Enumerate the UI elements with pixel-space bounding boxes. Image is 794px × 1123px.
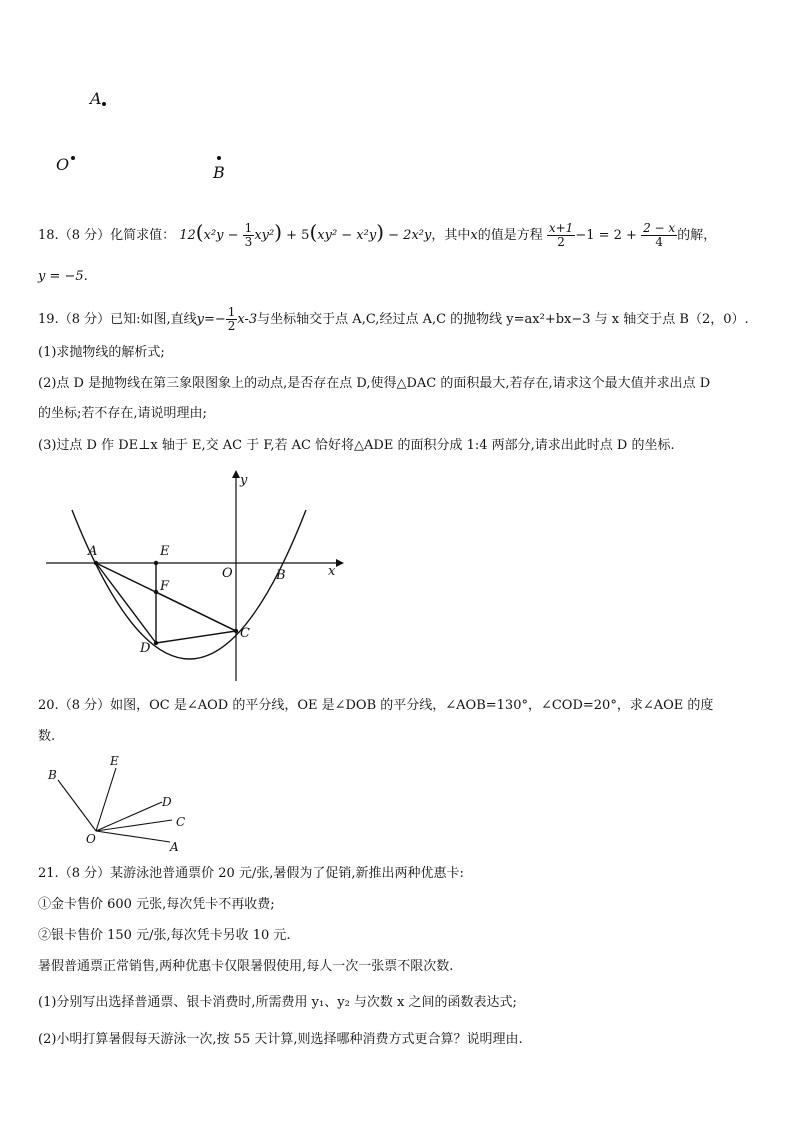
q18-mid: ，其中 xyxy=(431,228,471,243)
label-b: B xyxy=(213,163,225,182)
label-y: y xyxy=(240,473,248,488)
q18-frac1-num: 1 xyxy=(244,221,253,235)
q18-y-value: y = −5 xyxy=(38,269,84,284)
label-e: E xyxy=(110,754,119,768)
label-a: A xyxy=(88,544,98,559)
q21-item2: ②银卡售价 150 元/张,每次凭卡另收 10 元. xyxy=(38,928,291,943)
q18-frac1-den: 3 xyxy=(244,235,253,249)
label-d: D xyxy=(140,641,151,656)
label-f: F xyxy=(160,579,170,594)
q19-score: （8 分） xyxy=(58,312,111,327)
q18-frac2-den: 2 xyxy=(557,235,565,249)
q18-expr-inner2: xy² − x²y xyxy=(317,228,377,243)
q19-number: 19. xyxy=(38,312,59,327)
q18-lead: 化简求值： xyxy=(110,228,176,243)
question-21 xyxy=(38,865,464,883)
q21-item1: ①金卡售价 600 元张,每次凭卡不再收费; xyxy=(38,897,275,912)
q21-number: 21. xyxy=(38,866,59,881)
q18-tail: 的解， xyxy=(677,228,717,243)
q21-part2: (2)小明打算暑假每天游泳一次,按 55 天计算,则选择哪种消费方式更合算？说明理由. xyxy=(38,1032,523,1047)
q18-expr-part3: − 2x²y xyxy=(388,228,432,243)
q18-frac3-den: 4 xyxy=(655,235,663,249)
q20-number: 20. xyxy=(38,698,59,713)
q19-part2-line2: 的坐标;若不存在,请说明理由; xyxy=(38,406,207,421)
q19-x-rest: x-3 xyxy=(237,312,258,327)
q20-score: （8 分） xyxy=(58,698,111,713)
q18-number: 18. xyxy=(38,228,59,243)
q18-eq-mid: −1 = 2 + xyxy=(575,228,637,243)
q18-var-x: x xyxy=(470,228,478,243)
q19-part1: (1)求抛物线的解析式; xyxy=(38,345,165,360)
label-d: D xyxy=(162,795,172,809)
q18-expr-inner1: x²y − xyxy=(203,228,239,243)
label-o: O xyxy=(222,566,233,581)
ray-oe xyxy=(96,768,116,831)
q18-expr-part2: + 5 xyxy=(286,228,310,243)
q20-text-line1: 如图，OC 是∠AOD 的平分线，OE 是∠DOB 的平分线，∠AOB=130°，∠COD=20°，求∠AOE 的度 xyxy=(110,698,714,713)
label-o: O xyxy=(56,155,70,174)
label-c: C xyxy=(176,815,186,829)
ray-oa xyxy=(96,831,170,842)
q19-part2-line1: (2)点 D 是抛物线在第三象限图象上的动点,是否存在点 D,使得△DAC 的面积最大,若存在,请求这个最大值并求出点 D xyxy=(38,376,711,391)
label-b: B xyxy=(48,768,57,782)
q19-y-eq: y=− xyxy=(196,312,226,327)
q21-note: 暑假普通票正常销售,两种优惠卡仅限暑假使用,每人一次一张票不限次数. xyxy=(38,959,454,974)
label-x: x xyxy=(328,564,336,579)
q18-frac3-num: 2 − x xyxy=(643,221,676,235)
q18-mid2: 的值是方程 xyxy=(477,228,543,243)
q18-expr-part1: 12 xyxy=(179,228,196,243)
ray-ob xyxy=(58,780,96,831)
q19-frac-num: 1 xyxy=(227,305,236,319)
label-a: A xyxy=(170,840,179,854)
label-c: C xyxy=(240,626,250,641)
label-e: E xyxy=(160,544,170,559)
q19-frac-den: 2 xyxy=(227,319,236,333)
q19-rest: 与坐标轴交于点 A,C,经过点 A,C 的抛物线 y=ax²+bx−3 与 x 轴交于点 B（2，0）. xyxy=(257,312,749,327)
q21-part1: (1)分别写出选择普通票、银卡消费时,所需费用 y₁、y₂ 与次数 x 之间的函数表达式; xyxy=(38,995,517,1010)
label-o: O xyxy=(86,832,96,846)
q18-score: （8 分） xyxy=(58,228,111,243)
q18-frac2-num: x+1 xyxy=(548,221,574,235)
label-a: A xyxy=(90,89,102,108)
label-b: B xyxy=(276,568,286,583)
question-18: 18.（8 分）化简求值： 12(x²y − $\frac{1}{3}$ xy²) + 5(xy² − x²y) − 2x²y，其中x的值是方程 $\frac{x+1}{2}$ −1 = 2 + $\frac{2 - x}{4}$ 的解， xyxy=(38,220,717,249)
q21-score: （8 分） xyxy=(58,866,111,881)
q18-expr-inner1b: xy² xyxy=(254,228,275,243)
q20-text-line2: 数. xyxy=(38,729,56,744)
q21-intro: 某游泳池普通票价 20 元/张,暑假为了促销,新推出两种优惠卡: xyxy=(110,866,464,881)
q19-lead: 已知:如图,直线 xyxy=(110,312,197,327)
q19-part3: (3)过点 D 作 DE⊥x 轴于 E,交 AC 于 F,若 AC 恰好将△ADE 的面积分成 1:4 两部分,请求出此时点 D 的坐标. xyxy=(38,438,675,453)
q18-line2-tail: . xyxy=(83,269,88,284)
